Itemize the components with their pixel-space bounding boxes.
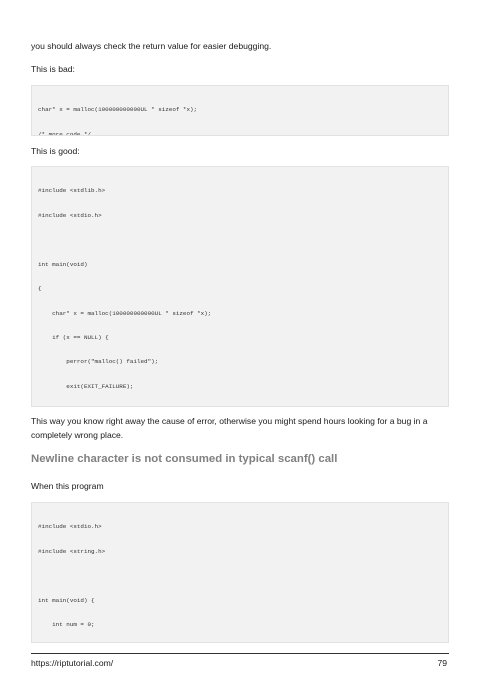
- explanation-paragraph: This way you know right away the cause of error, otherwise you might spend hours looking for a bug in a completely wrong place.: [31, 416, 428, 440]
- code-line: #include <stdlib.h>: [38, 187, 106, 195]
- code-line: int main(void): [38, 260, 88, 268]
- code-line: char* x = malloc(100000000000UL * sizeof *x);: [38, 106, 198, 114]
- code-line: #include <string.h>: [38, 547, 106, 555]
- code-line: if (x == NULL) {: [38, 334, 109, 342]
- section-heading: Newline character is not consumed in typical scanf() call: [31, 453, 338, 465]
- code-line: {: [38, 285, 42, 293]
- good-example-label: This is good:: [31, 146, 80, 156]
- bad-code-block: [31, 85, 449, 136]
- program-intro-label: When this program: [31, 481, 104, 491]
- code-line: [38, 572, 442, 580]
- program-code-block: [31, 502, 449, 643]
- code-line: int main(void) {: [38, 596, 95, 604]
- code-line: #include <stdio.h>: [38, 523, 102, 531]
- footer-divider: [31, 653, 449, 654]
- code-line: exit(EXIT_FAILURE);: [38, 382, 134, 390]
- page-number: 79: [437, 658, 447, 668]
- footer-source-link[interactable]: https://riptutorial.com/: [31, 658, 114, 668]
- intro-line: you should always check the return value for easier debugging.: [31, 41, 272, 51]
- bad-example-label: This is bad:: [31, 64, 75, 74]
- code-line: #include <stdio.h>: [38, 211, 102, 219]
- good-code-block: [31, 166, 449, 407]
- code-line: int num = 0;: [38, 621, 95, 629]
- code-line: char* x = malloc(100000000000UL * sizeof *x);: [38, 309, 212, 317]
- document-page: [31, 0, 449, 679]
- code-line: [38, 236, 442, 244]
- code-line: /* more code */: [38, 130, 92, 136]
- code-line: perror("malloc() failed");: [38, 358, 159, 366]
